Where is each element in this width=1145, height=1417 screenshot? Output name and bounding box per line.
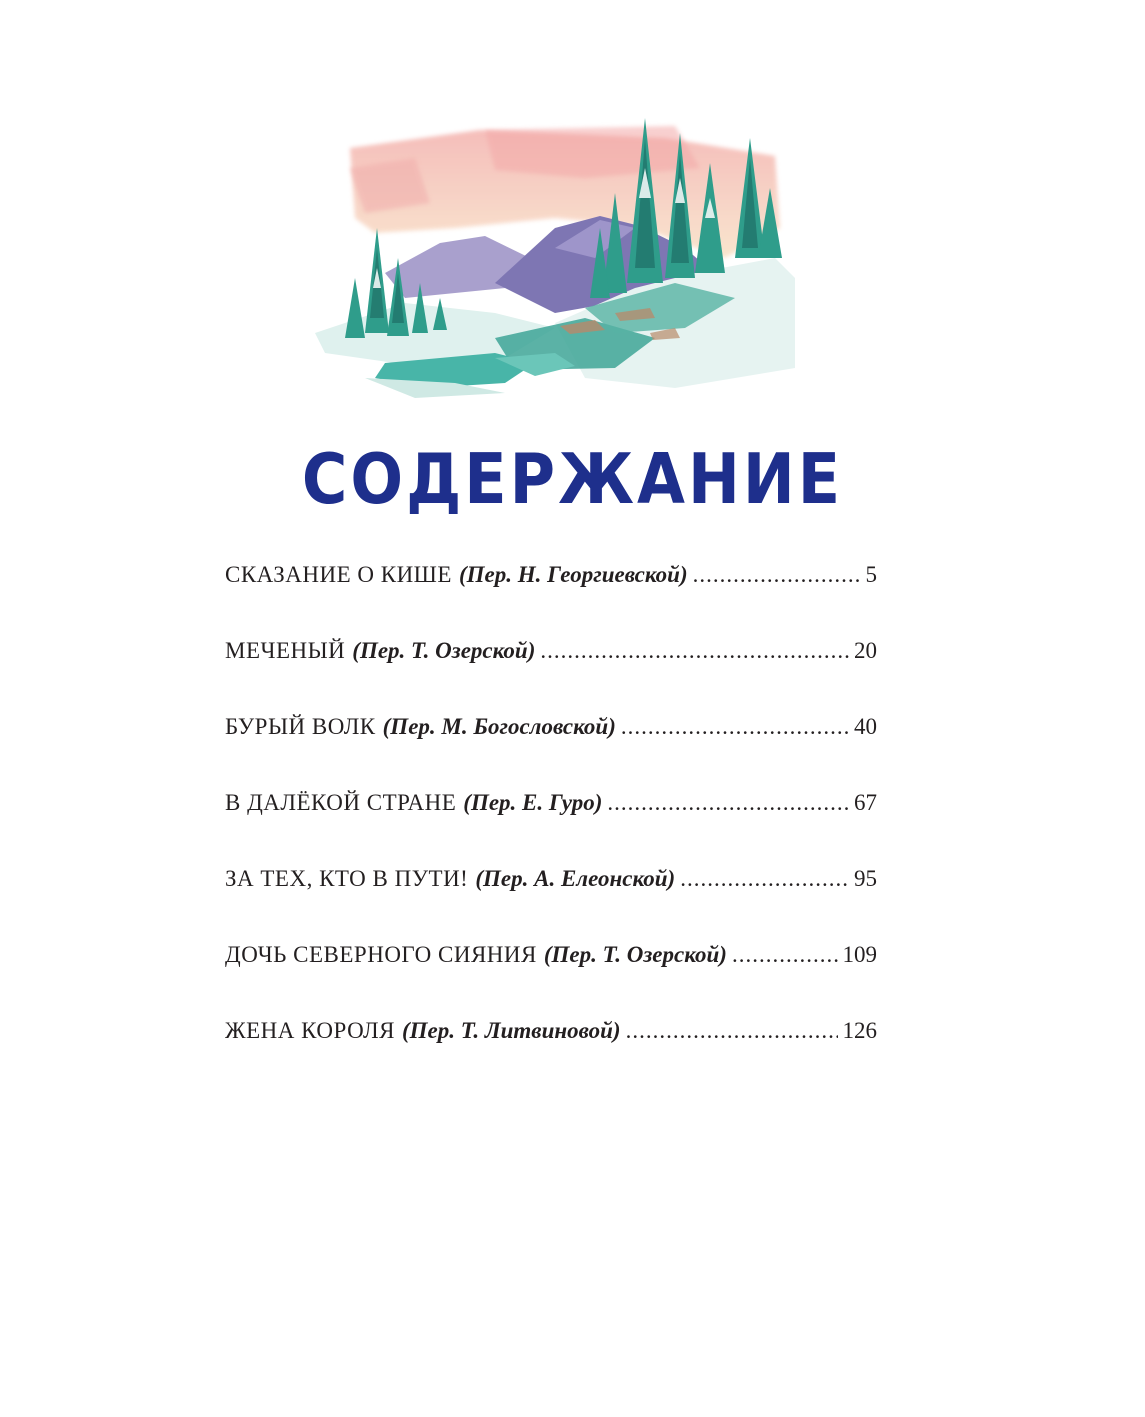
dot-leader: [607, 790, 849, 816]
toc-entry-page: 40: [854, 714, 877, 739]
toc-entry-translator: (Пер. Т. Озерской): [352, 638, 536, 663]
toc-entry-page: 126: [842, 1018, 877, 1043]
landscape-icon: [255, 108, 820, 433]
toc-entry-page: 109: [842, 942, 877, 967]
toc-entry-title: МЕЧЕНЫЙ: [225, 638, 346, 663]
dot-leader: [693, 562, 861, 588]
toc-entry-title: ЖЕНА КОРОЛЯ: [225, 1018, 395, 1043]
dot-leader: [626, 1018, 838, 1044]
toc-entry-translator: (Пер. Е. Гуро): [463, 790, 603, 815]
toc-entry[interactable]: [225, 638, 877, 714]
toc-entry[interactable]: [225, 942, 877, 1018]
toc-entry-translator: (Пер. А. Елеонской): [475, 866, 676, 891]
toc-entry[interactable]: [225, 562, 877, 638]
toc-entry[interactable]: [225, 1018, 877, 1094]
toc-entry-title: БУРЫЙ ВОЛК: [225, 714, 376, 739]
toc-entry-page: 95: [854, 866, 877, 891]
table-of-contents: [225, 562, 877, 1094]
page-title: СОДЕРЖАНИЕ: [301, 438, 844, 520]
toc-entry-page: 20: [854, 638, 877, 663]
toc-entry-translator: (Пер. Т. Озерской): [543, 942, 727, 967]
toc-entry[interactable]: [225, 790, 877, 866]
winter-landscape-illustration: [255, 108, 820, 433]
toc-entry-translator: (Пер. Н. Георгиевской): [458, 562, 688, 587]
toc-entry-page: 5: [865, 562, 877, 587]
toc-entry-title: ДОЧЬ СЕВЕРНОГО СИЯНИЯ: [225, 942, 537, 967]
toc-entry-title: В ДАЛЁКОЙ СТРАНЕ: [225, 790, 457, 815]
toc-entry-page: 67: [854, 790, 877, 815]
toc-entry-translator: (Пер. Т. Литвиновой): [401, 1018, 621, 1043]
dot-leader: [680, 866, 849, 892]
toc-entry-title: ЗА ТЕХ, КТО В ПУТИ!: [225, 866, 469, 891]
dot-leader: [621, 714, 849, 740]
dot-leader: [732, 942, 838, 968]
toc-entry[interactable]: [225, 866, 877, 942]
toc-entry-title: СКАЗАНИЕ О КИШЕ: [225, 562, 452, 587]
toc-entry-translator: (Пер. М. Богословской): [382, 714, 616, 739]
toc-entry[interactable]: [225, 714, 877, 790]
dot-leader: [540, 638, 849, 664]
